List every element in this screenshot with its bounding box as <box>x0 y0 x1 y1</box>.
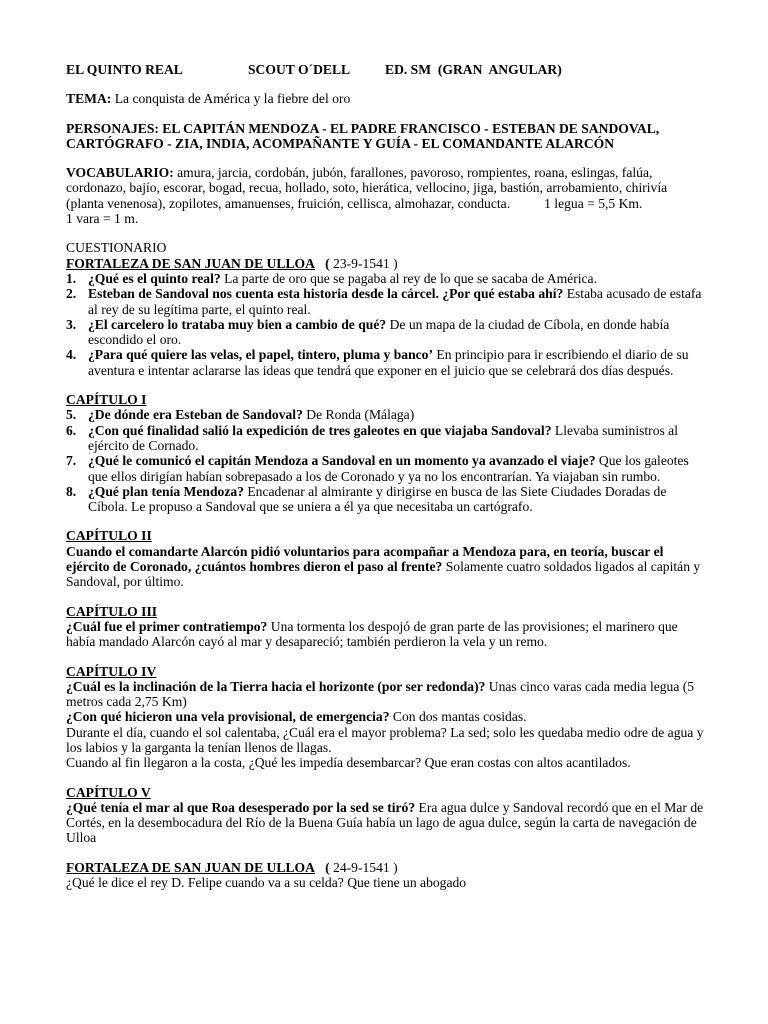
fortaleza-title-1: FORTALEZA DE SAN JUAN DE ULLOA <box>66 255 315 271</box>
tema-label: TEMA: <box>66 91 112 107</box>
chapter-4-qa-3: Durante el día, cuando el sol calentaba, ¿Cuál era el mayor problema? La sed; solo les quedaba medio odre de agua y los labios y la garganta la tenían llenos de llagas. <box>66 724 704 755</box>
chapter-5-qa: ¿Qué tenía el mar al que Roa desesperado por la sed se tiró? Era agua dulce y Sandoval recordó que en el Mar de Cortés, en la desembocadura del Río de la Buena Guía había un lago de agua dulce, según la carta de navegación de Ulloa <box>66 799 704 846</box>
fortaleza-heading-2: FORTALEZA DE SAN JUAN DE ULLOA ( 24-9-1541 ) <box>66 859 398 875</box>
chapter-4-qa-2: ¿Con qué hicieron una vela provisional, de emergencia? Con dos mantas cosidas. <box>66 709 527 725</box>
book-edition: ED. SM (GRAN ANGULAR) <box>385 62 562 77</box>
chapter-4-qa-4: Cuando al fin llegaron a la costa, ¿Qué les impedía desembarcar? Que eran costas con altos acantilados. <box>66 755 631 771</box>
question-item: 8. ¿Qué plan tenía Mendoza? Encadenar al almirante y dirigirse en busca de las Siete Ciudades Doradas de Cíbola. Le propuso a Sandoval que se uniera a él ya que necesitaba un cartógrafo. <box>66 483 667 515</box>
vara-conversion: 1 vara = 1 m. <box>66 211 139 227</box>
vocabulario-block <box>66 165 706 226</box>
chapter-1-heading: CAPÍTULO I <box>66 392 147 408</box>
chapter-2-qa: Cuando el comandarte Alarcón pidió voluntarios para acompañar a Mendoza para, en teoría, buscar el ejército de Coronado, ¿cuántos hombres dieron el paso al frente? Solamente cuatro soldados ligados al capitán y Sandoval, por último. <box>66 543 701 590</box>
chapter-4-qa-1: ¿Cuál es la inclinación de la Tierra hacia el horizonte (por ser redonda)? Unas cinco varas cada media legua (5 metros cada 2,75 Km) <box>66 678 695 710</box>
personajes-text: PERSONAJES: EL CAPITÁN MENDOZA - EL PADRE FRANCISCO - ESTEBAN DE SANDOVAL, CARTÓGRAFO - ZIA, INDIA, ACOMPAÑANTE Y GUÍA - EL COMANDANTE ALARCÓN <box>66 120 660 151</box>
question-item: 2. Esteban de Sandoval nos cuenta esta historia desde la cárcel. ¿Por qué estaba ahí? Estaba acusado de estafa al rey de su legítima parte, el quinto real. <box>66 286 702 317</box>
book-author: SCOUT O´DELL <box>248 62 351 77</box>
chapter-3-heading: CAPÍTULO III <box>66 603 158 619</box>
question-item: 5. ¿De dónde era Esteban de Sandoval? De Ronda (Málaga) <box>66 407 415 423</box>
question-list-2 <box>66 407 706 514</box>
question-item: 3. ¿El carcelero lo trataba muy bien a cambio de qué? De un mapa de la ciudad de Cíbola, en donde había escondido el oro. <box>66 316 670 348</box>
chapter-4-heading: CAPÍTULO IV <box>66 663 157 679</box>
question-list-1 <box>66 271 706 378</box>
fortaleza-2-text: ¿Qué le dice el rey D. Felipe cuando va a su celda? Que tiene un abogado <box>66 875 467 891</box>
cuestionario-heading: CUESTIONARIO <box>66 240 167 256</box>
question-item: 7. ¿Qué le comunicó el capitán Mendoza a Sandoval en un momento ya avanzado el viaje? Que los galeotes que ellos dirigían habían sobrepasado a los de Coronado y ya no los encontrarían. Ya viajaban sin rumbo. <box>66 453 689 484</box>
chapter-2-heading: CAPÍTULO II <box>66 528 152 544</box>
chapter-3-qa: ¿Cuál fue el primer contratiempo? Una tormenta los despojó de gran parte de las provisiones; el marinero que había mandado Alarcón cayó al mar y desapareció; también perdieron la vela y un remo. <box>66 618 678 650</box>
book-title: EL QUINTO REAL <box>66 62 183 77</box>
fortaleza-date-1: 23-9-1541 ) <box>329 255 398 271</box>
document-header <box>66 62 706 77</box>
vocabulario-text: amura, jarcia, cordobán, jubón, farallones, pavoroso, rompientes, roana, eslingas, falúa, cordonazo, bajío, escorar, bogad, recua, hollado, soto, hierática, vellocino, jiga, bastión, arrobamiento, chirivía (planta venenosa), zopilotes, amanuenses, fruición, cellisca, almohazar, conducta. <box>66 165 668 211</box>
document-page <box>66 62 706 890</box>
vocabulario-label: VOCABULARIO: <box>66 165 174 181</box>
question-item: 4. ¿Para qué quiere las velas, el papel, tintero, pluma y banco’ En principio para ir escribiendo el diario de su aventura e intentar aclararse las ideas que tendrá que exponer en el juicio que se celebrará dos días después. <box>66 347 689 378</box>
question-item: 1. ¿Qué es el quinto real? La parte de oro que se pagaba al rey de lo que se sacaba de América. <box>66 270 597 286</box>
personajes-line <box>66 121 706 152</box>
tema-text: La conquista de América y la fiebre del oro <box>111 91 351 107</box>
fortaleza-heading-1: FORTALEZA DE SAN JUAN DE ULLOA ( 23-9-1541 ) <box>66 255 398 271</box>
chapter-5-heading: CAPÍTULO V <box>66 784 151 800</box>
question-item: 6. ¿Con qué finalidad salió la expedición de tres galeotes en que viajaba Sandoval? Llevaba suministros al ejército de Cornado. <box>66 422 678 453</box>
legua-conversion: 1 legua = 5,5 Km. <box>544 195 643 211</box>
tema-line <box>66 91 706 106</box>
